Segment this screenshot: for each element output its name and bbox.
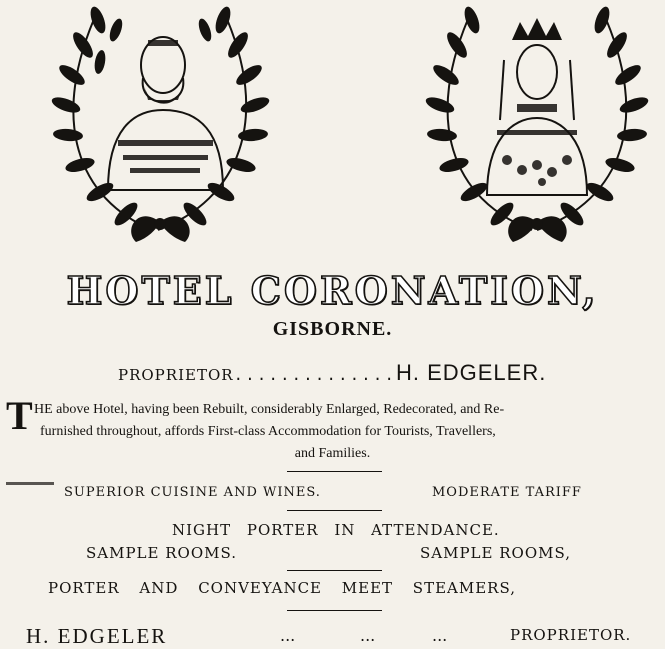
description-line-3: and Families. (294, 446, 371, 461)
proprietor-label: PROPRIETOR (118, 366, 234, 384)
divider-rule-1 (287, 471, 382, 472)
hotel-name-title: HOTEL CORONATION, (66, 268, 599, 313)
footer-proprietor-role: PROPRIETOR. (510, 626, 632, 644)
proprietor-name: H. EDGELER. (395, 360, 547, 385)
footer-dots-1: ... (280, 626, 296, 645)
footer-dots-3: ... (432, 626, 448, 645)
tariff-feature: MODERATE TARIFF (432, 485, 582, 500)
print-smudge (6, 482, 54, 485)
night-porter-feature: NIGHT PORTER IN ATTENDANCE. (172, 521, 500, 539)
king-portrait-wreath-icon (38, 0, 283, 245)
porter-conveyance-feature: PORTER AND CONVEYANCE MEET STEAMERS, (48, 579, 516, 597)
footer-dots-2: ... (360, 626, 376, 645)
divider-rule-2 (287, 510, 382, 511)
divider-rule-3 (287, 570, 382, 571)
sample-rooms-right: SAMPLE ROOMS, (420, 544, 571, 562)
sample-rooms-left: SAMPLE ROOMS. (86, 544, 237, 562)
divider-rule-4 (287, 610, 382, 611)
queen-portrait-wreath-icon (412, 0, 662, 245)
description-line-2: furnished throughout, affords First-class Accommodation for Tourists, Travellers, (40, 424, 496, 439)
proprietor-dots: .............. (233, 367, 396, 385)
drop-cap-letter: T (6, 393, 33, 438)
proprietor-line (118, 360, 546, 386)
town-name: GISBORNE. (272, 318, 393, 340)
cuisine-feature: SUPERIOR CUISINE AND WINES. (64, 485, 321, 500)
description-line-1: HE above Hotel, having been Rebuilt, considerably Enlarged, Redecorated, and Re- (34, 402, 505, 417)
footer-proprietor-name: H. EDGELER (26, 624, 168, 648)
